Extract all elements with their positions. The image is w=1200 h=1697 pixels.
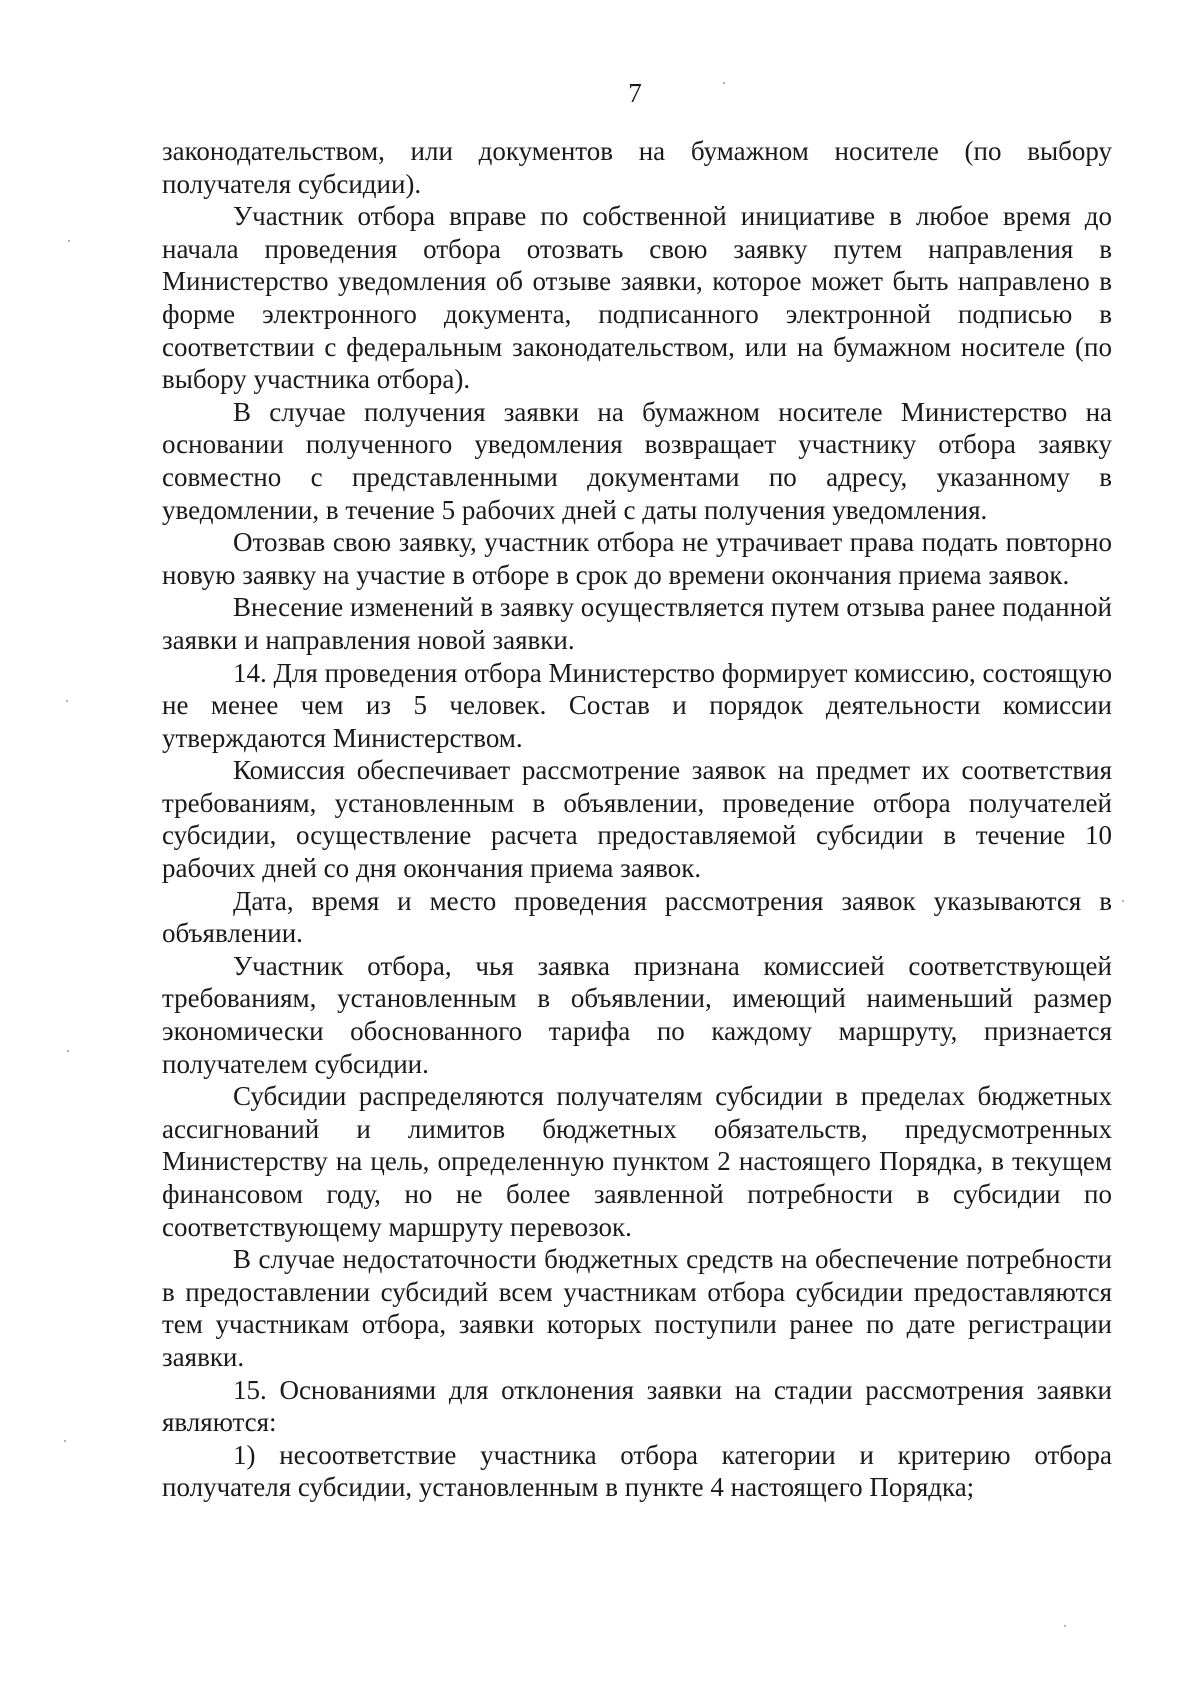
paragraph-clause-15-item-1: 1) несоответствие участника отбора категории и критерию отбора получателя субсидии, установленным в пункте 4 настоящего Порядка; [162,1439,1112,1503]
paragraph-clause-14: 14. Для проведения отбора Министерство формирует комиссию, состоящую не менее чем из 5 человек. Состав и порядок деятельности комиссии утверждаются Министерством. [162,657,1112,753]
scan-speck [68,240,70,242]
paragraph-paper-return: В случае получения заявки на бумажном носителе Министерство на основании полученного уведомления возвращает участнику отбора заявку совместно с представленными документами по адресу, указанному в уведомлении, в течение 5 рабочих дней с даты получения уведомления. [162,396,1112,525]
page-number: 7 [628,78,642,108]
scan-speck [67,1050,69,1052]
paragraph-distribution: Субсидии распределяются получателям субсидии в пределах бюджетных ассигнований и лимитов бюджетных обязательств, предусмотренных Министерству на цель, определенную пунктом 2 настоящего Порядка, в текущем финансовом году, но не более заявленной потребности в субсидии по соответствующему маршруту перевозок. [162,1081,1112,1242]
paragraph-withdrawal-right: Участник отбора вправе по собственной инициативе в любое время до начала проведения отбора отозвать свою заявку путем направления в Министерство уведомления об отзыве заявки, которое может быть направлено в форме электронного документа, подписанного электронной подписью в соответствии с федеральным законодательством, или на бумажном носителе (по выбору участника отбора). [162,201,1112,395]
scan-speck [1122,900,1124,902]
paragraph-commission-duties: Комиссия обеспечивает рассмотрение заявок на предмет их соответствия требованиям, установленным в объявлении, проведение отбора получателей субсидии, осуществление расчета предоставляемой субсидии в течение 10 рабочих дней со дня окончания приема заявок. [162,755,1112,884]
paragraph-amendments: Внесение изменений в заявку осуществляется путем отзыва ранее поданной заявки и направления новой заявки. [162,592,1112,655]
paragraph-date-time-place: Дата, время и место проведения рассмотрения заявок указываются в объявлении. [162,885,1112,949]
scan-speck [723,82,725,84]
paragraph-insufficient-funds: В случае недостаточности бюджетных средств на обеспечение потребности в предоставлении субсидий всем участникам отбора субсидии предоставляются тем участникам отбора, заявки которых поступили ранее по дате регистрации заявки. [162,1244,1112,1372]
paragraph-winner: Участник отбора, чья заявка признана комиссией соответствующей требованиям, установленным в объявлении, имеющий наименьший размер экономически обоснованного тарифа по каждому маршруту, признается получателем субсидии. [162,950,1112,1079]
document-body [162,135,1112,1504]
scan-speck [66,700,68,702]
scan-speck [64,1440,66,1442]
paragraph-continued: законодательством, или документов на бумажном носителе (по выбору получателя субсидии). [162,136,1112,199]
paragraph-resubmission: Отозвав свою заявку, участник отбора не утрачивает права подать повторно новую заявку на участие в отборе в срок до времени окончания приема заявок. [162,527,1112,590]
paragraph-clause-15: 15. Основаниями для отклонения заявки на стадии рассмотрения заявки являются: [162,1374,1112,1438]
scan-speck [1064,1625,1066,1627]
